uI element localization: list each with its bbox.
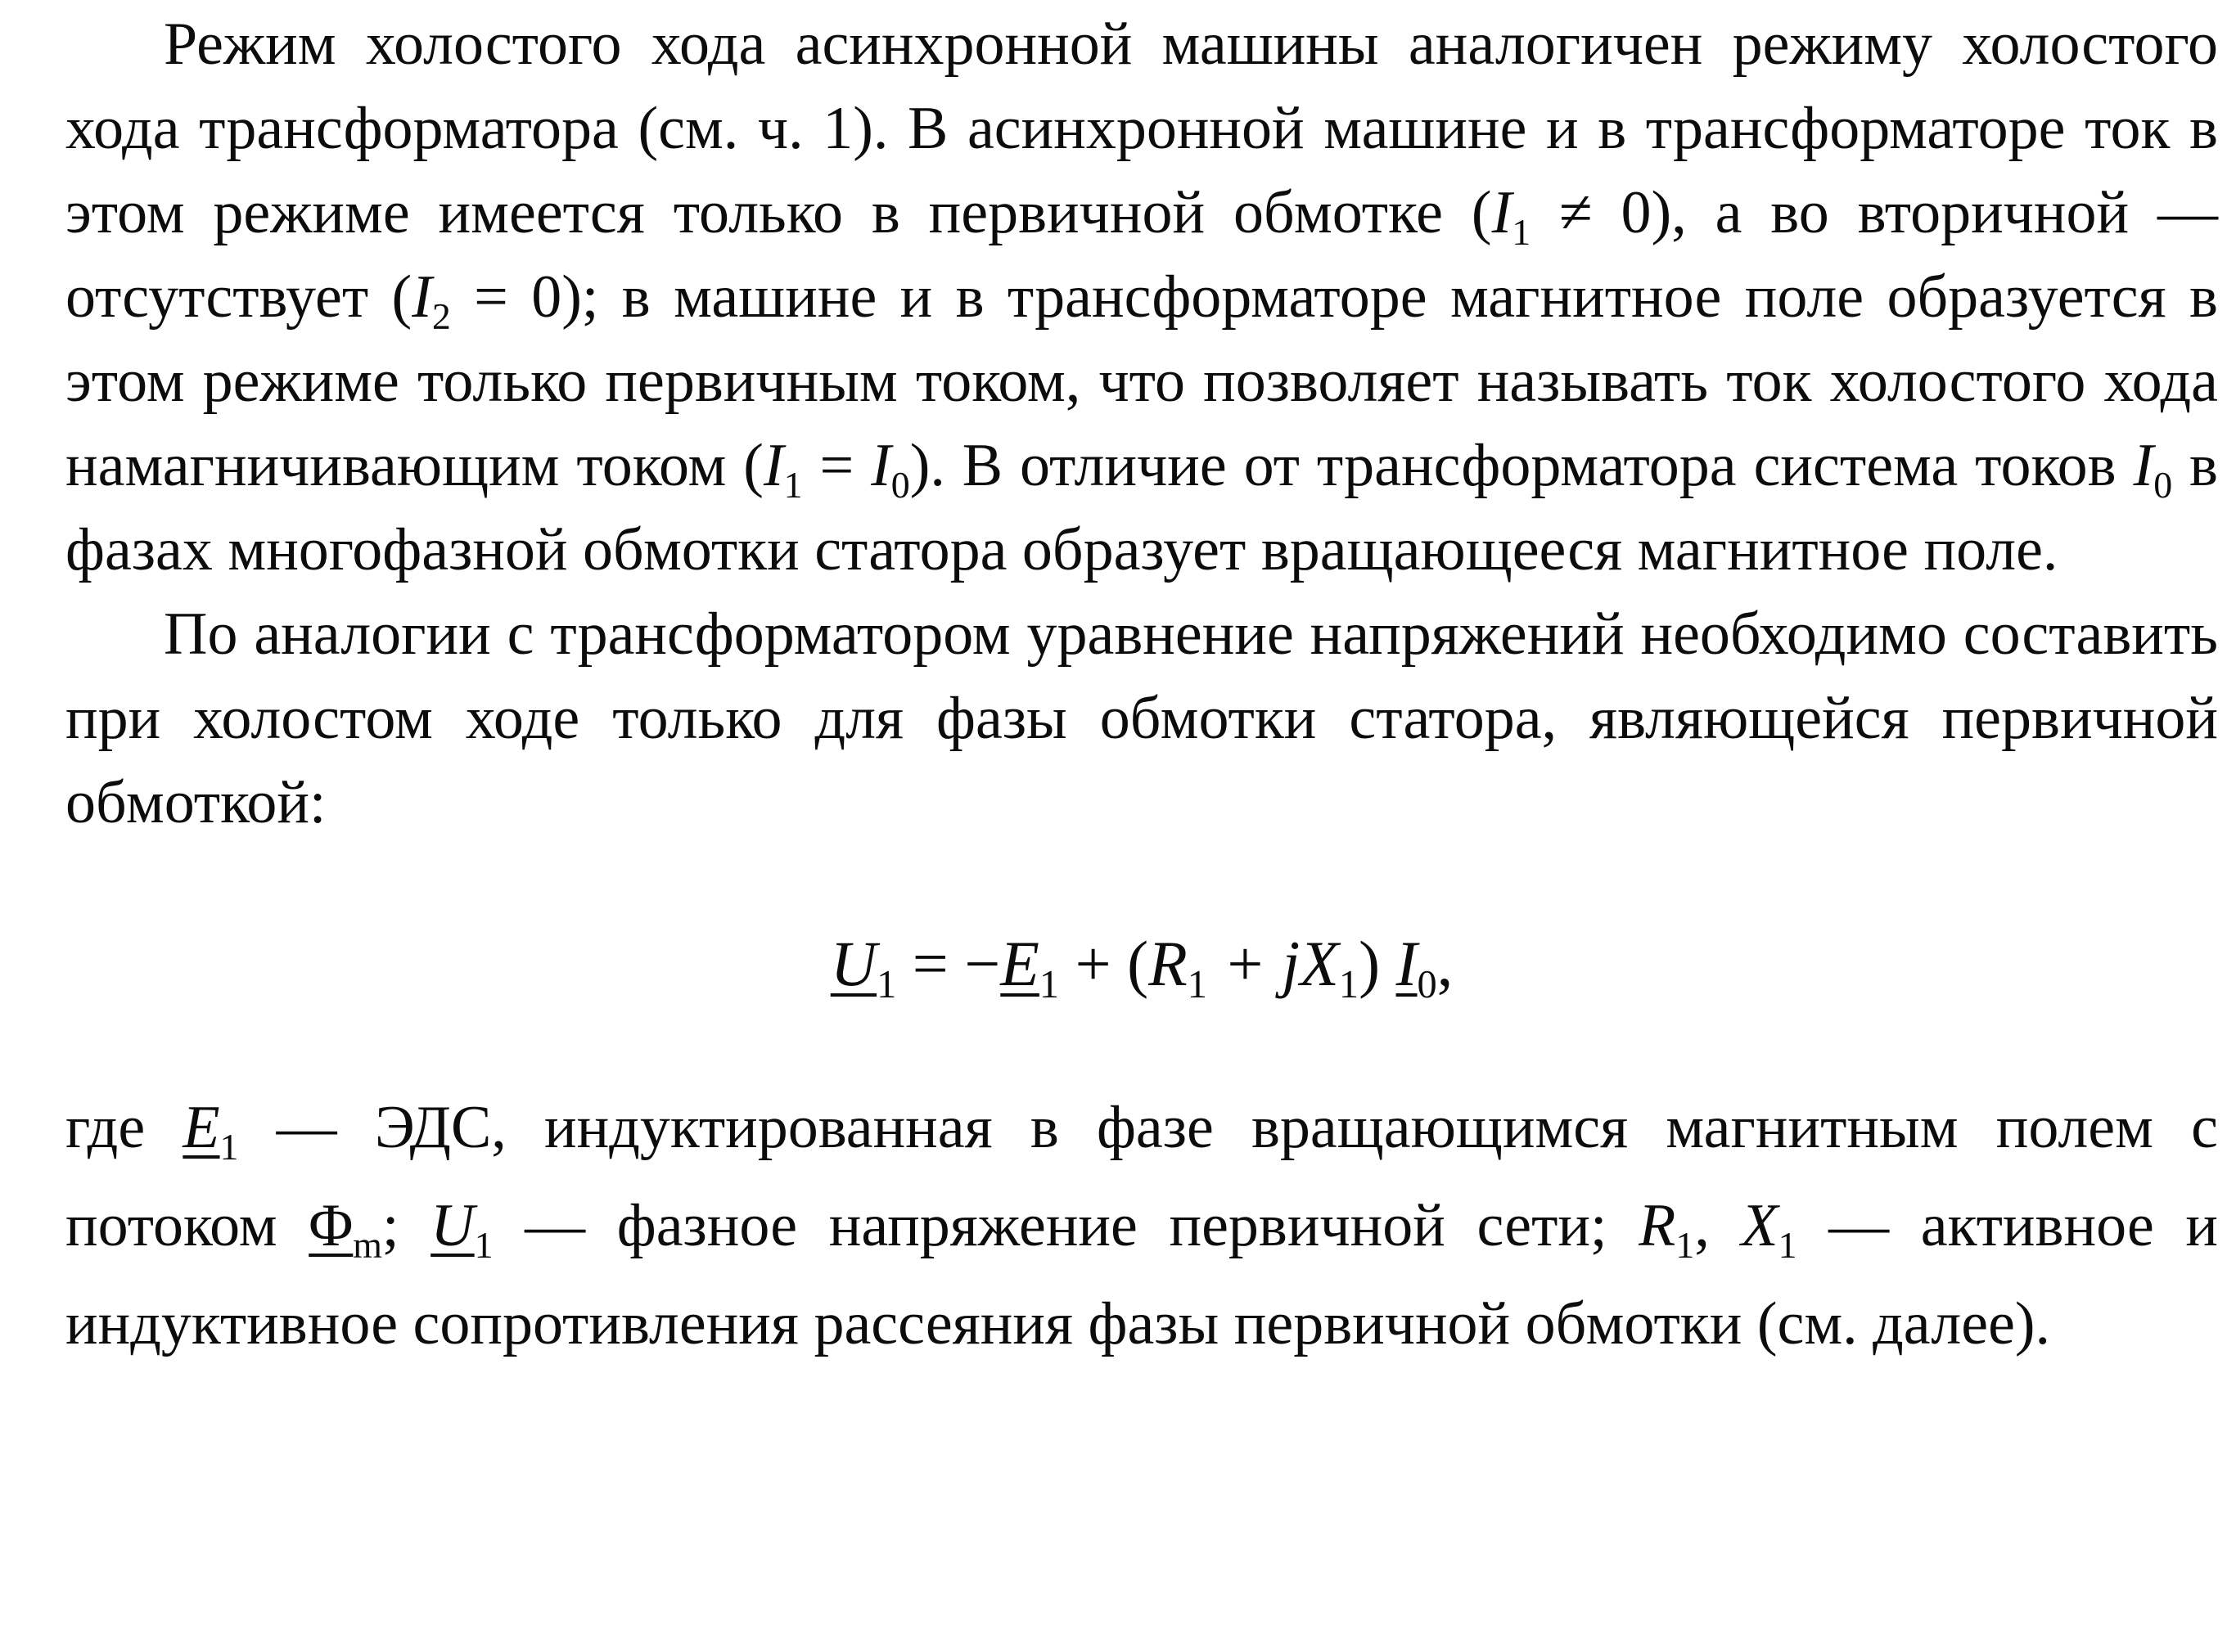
symbol-I1: I1: [1491, 179, 1531, 253]
def-X: X: [1741, 1192, 1778, 1259]
paragraph-symbol-definitions: где E1 — ЭДС, индуктированная в фазе вращающимся магнитным полем с потоком Φm; U1 — фазное напряжение первичной сети; R1, X1 — активное и индуктивное сопротивления рассеяния фазы первичной обмотки (см. далее).: [65, 1094, 2219, 1357]
p1-text-start: Режим холостого хода асинхронной машины аналогичен режиму холостого хода трансформатора (см. ч. 1). В асинхронной машине и в трансформаторе ток в этом режиме имеется только в первичной обмотке (: [65, 11, 2218, 246]
p1-neq-zero: ≠ 0): [1530, 179, 1672, 246]
formula-U: U: [830, 928, 877, 999]
p1-text-mid3: . В отличие от трансформатора система токов: [930, 432, 2134, 499]
paragraph-voltage-equation-intro: По аналогии с трансформатором уравнение напряжений необходимо составить при холостом ходе только для фазы обмотки статора, являющейся первичной обмоткой:: [65, 601, 2218, 836]
p1-text-mid1: , а во вторичной — отсутствует (: [65, 179, 2218, 331]
formula-I: I: [1395, 928, 1418, 999]
symbol-I0-b: I0: [2133, 432, 2173, 506]
p1-eq-zero: = 0): [450, 263, 582, 331]
formula-E: E: [1000, 928, 1039, 999]
formula-X: X: [1300, 928, 1339, 999]
p1-text-mid2: ; в машине и в трансформаторе магнитное поле образуется в этом режиме только первичным током, что позволяет называть ток холостого хода намагничивающим током (: [65, 263, 2218, 499]
def-U: U: [431, 1192, 475, 1259]
def-E: E: [183, 1094, 220, 1161]
def-Phi: Φ: [309, 1192, 354, 1259]
p1-text-end: в фазах многофазной обмотки статора образует вращающееся магнитное поле.: [65, 432, 2218, 583]
text-page: [65, 0, 2218, 1652]
paragraph-idle-mode: Режим холостого хода асинхронной машины аналогичен режиму холостого хода трансформатора (см. ч. 1). В асинхронной машине и в трансформаторе ток в этом режиме имеется только в первичной обмотке (I1 ≠ 0), а во вторичной — отсутствует (I2 = 0); в машине и в трансформаторе магнитное поле образуется в этом режиме только первичным током, что позволяет называть ток холостого хода намагничивающим током (I1 = I0). В отличие от трансформатора система токов I0 в фазах многофазной обмотки статора образует вращающееся магнитное поле.: [65, 11, 2218, 583]
symbol-I2: I2: [412, 263, 451, 337]
formula-R: R: [1148, 928, 1188, 999]
voltage-equation: U1 = −E1 + (R1 + jX1) I0,: [830, 928, 1454, 1007]
symbol-I0: I0: [871, 432, 910, 506]
symbol-I1-b: I1: [763, 432, 803, 506]
def-R: R: [1639, 1192, 1676, 1259]
